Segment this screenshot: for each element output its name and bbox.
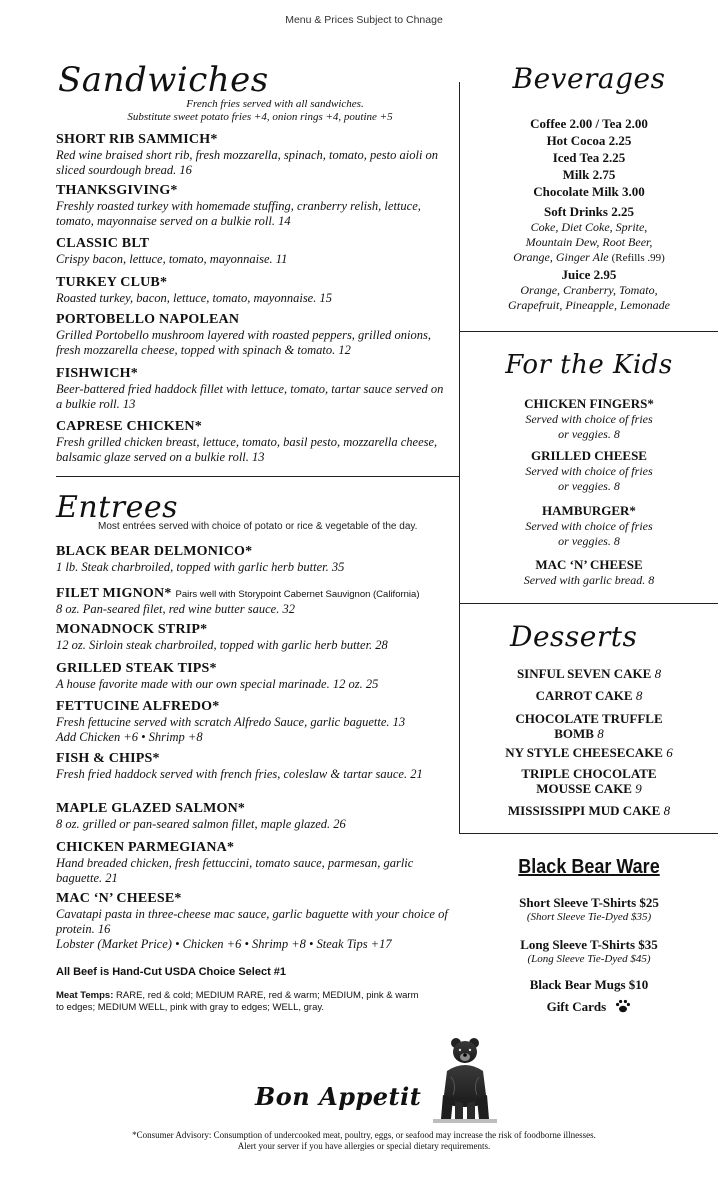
dessert-item: [462, 803, 716, 818]
ware-short-sleeve-sub: (Short Sleeve Tie-Dyed $35): [526, 911, 652, 923]
item-desc: Freshly roasted turkey with homemade stuffing, cranberry relish, lettuce, tomato, mayonnaise served on a bulkie roll. 14: [56, 199, 421, 228]
dessert-name: TRIPLE CHOCOLATE: [521, 766, 657, 781]
item-addons: Add Chicken +6 • Shrimp +8: [56, 730, 203, 744]
dessert-item: [462, 766, 716, 796]
soft-drinks-title: Soft Drinks 2.25: [544, 204, 634, 219]
wine-pairing-note: Pairs well with Storypoint Cabernet Sauvignon (California): [175, 589, 420, 600]
item-name: FISH & CHIPS*: [56, 751, 160, 766]
menu-item: [56, 544, 451, 575]
item-desc: Fresh fried haddock served with french fries, coleslaw & tartar sauce. 21: [56, 767, 423, 781]
menu-item: [56, 891, 451, 952]
section-divider-left: [56, 476, 460, 477]
item-name: TURKEY CLUB*: [56, 275, 168, 290]
item-desc: 1 lb. Steak charbroiled, topped with garlic herb butter. 35: [56, 560, 345, 574]
kids-item-name: MAC ‘N’ CHEESE: [535, 557, 643, 572]
dessert-name-line2: MOUSSE CAKE: [536, 781, 632, 796]
sandwiches-note-2: Substitute sweet potato fries +4, onion rings +4, poutine +5: [127, 111, 393, 123]
soft-drinks-desc: Coke, Diet Coke, Sprite,: [530, 220, 648, 234]
item-desc: 8 oz. grilled or pan-seared salmon fillet, maple glazed. 26: [56, 817, 346, 831]
soft-drinks-desc: Mountain Dew, Root Beer,: [525, 235, 653, 249]
kids-item-desc: Served with choice of fries: [525, 519, 653, 533]
ware-long-sleeve-sub: (Long Sleeve Tie-Dyed $45): [527, 953, 651, 965]
ware-gift-cards: Gift Cards: [546, 999, 607, 1014]
item-desc: Cavatapi pasta in three-cheese mac sauce, garlic baguette with your choice of protein. 16: [56, 907, 448, 936]
page-header: Menu & Prices Subject to Chnage: [285, 14, 443, 26]
beverages-list: [462, 115, 716, 200]
sandwiches-note-1: French fries served with all sandwiches.: [186, 98, 364, 110]
juice-title: Juice 2.95: [561, 267, 617, 282]
menu-item: [56, 622, 451, 653]
entrees-note: Most entrées served with choice of potato or rice & vegetable of the day.: [98, 521, 418, 532]
menu-item: [56, 312, 451, 358]
kids-item-name: GRILLED CHEESE: [531, 448, 647, 463]
item-desc: Red wine braised short rib, fresh mozzarella, spinach, tomato, pesto aioli on sliced sourdough bread. 16: [56, 148, 439, 177]
meat-temps-label: Meat Temps:: [56, 990, 114, 1001]
item-name: THANKSGIVING*: [56, 183, 178, 198]
menu-item: [56, 366, 451, 412]
advisory-line-1: *Consumer Advisory: Consumption of undercooked meat, poultry, eggs, or seafood may increase the risk of foodborne illnesses.: [132, 1130, 596, 1140]
item-desc: Beer-battered fried haddock fillet with lettuce, tomato, tartar sauce served on a bulkie roll. 13: [56, 382, 444, 411]
item-name: FILET MIGNON*: [56, 586, 172, 601]
item-desc: 8 oz. Pan-seared filet, red wine butter sauce. 32: [56, 602, 295, 616]
item-desc: Roasted turkey, bacon, lettuce, tomato, mayonnaise. 15: [56, 291, 332, 305]
item-addons: Lobster (Market Price) • Chicken +6 • Shrimp +8 • Steak Tips +17: [56, 937, 392, 951]
menu-item: [56, 275, 451, 306]
dessert-name: NY STYLE CHEESECAKE: [505, 745, 663, 760]
entrees-title: Entrees: [56, 490, 179, 525]
item-name: CAPRESE CHICKEN*: [56, 419, 202, 434]
advisory-line-2: Alert your server if you have allergies or special dietary requirements.: [237, 1141, 491, 1151]
kids-item-desc: Served with choice of fries: [525, 412, 653, 426]
beverage-line: Iced Tea 2.25: [552, 150, 626, 165]
kids-item-desc: Served with choice of fries: [525, 464, 653, 478]
dessert-price: 8: [597, 726, 604, 741]
item-name: SHORT RIB SAMMICH*: [56, 132, 218, 147]
item-desc: 12 oz. Sirloin steak charbroiled, topped with garlic herb butter. 28: [56, 638, 388, 652]
dessert-name-line2: BOMB: [554, 726, 594, 741]
bon-appetit: Bon Appetit: [255, 1082, 422, 1111]
dessert-price: 8: [654, 666, 662, 681]
menu-item: [56, 751, 451, 782]
menu-item: [56, 183, 451, 229]
menu-item: [56, 419, 451, 465]
beverage-line: Milk 2.75: [562, 167, 616, 182]
sandwiches-title: Sandwiches: [58, 60, 269, 100]
item-desc: Fresh grilled chicken breast, lettuce, tomato, basil pesto, mozzarella cheese, balsamic glaze served on a bulkie roll. 13: [56, 435, 438, 464]
item-name: CLASSIC BLT: [56, 236, 150, 251]
juice-desc: Orange, Cranberry, Tomato,: [520, 283, 658, 297]
dessert-item: [462, 688, 716, 703]
dessert-item: [462, 711, 716, 741]
kids-item: [462, 447, 716, 494]
dessert-item: [462, 666, 716, 681]
ware-short-sleeve: Short Sleeve T-Shirts $25: [519, 895, 659, 910]
kids-item-name: CHICKEN FINGERS*: [524, 396, 654, 411]
kids-item-desc: or veggies. 8: [558, 427, 620, 441]
beef-note: All Beef is Hand-Cut USDA Choice Select #1: [56, 966, 287, 978]
item-desc: A house favorite made with our own special marinade. 12 oz. 25: [56, 677, 379, 691]
dessert-item: [462, 745, 716, 760]
item-name: MAC ‘N’ CHEESE*: [56, 891, 182, 906]
meat-temps-text: RARE, red & cold; MEDIUM RARE, red & warm; MEDIUM, pink & warm to edges; MEDIUM WELL, pink with gray to edges; WELL, gray.: [56, 990, 419, 1013]
consumer-advisory: [0, 1130, 728, 1152]
item-desc: Fresh fettucine served with scratch Alfredo Sauce, garlic baguette. 13: [56, 715, 406, 729]
section-divider-right-2: [460, 603, 718, 604]
ware-list: [462, 895, 716, 1017]
beverage-line: Hot Cocoa 2.25: [546, 133, 632, 148]
kids-item-desc: Served with garlic bread. 8: [523, 573, 655, 587]
item-name: FISHWICH*: [56, 366, 138, 381]
section-divider-right-1: [460, 331, 718, 332]
bear-illustration: [433, 1035, 497, 1123]
dessert-name: CHOCOLATE TRUFFLE: [515, 711, 663, 726]
kids-title: For the Kids: [505, 350, 673, 380]
beverages-title: Beverages: [512, 62, 666, 95]
juice-desc: Grapefruit, Pineapple, Lemonade: [508, 298, 670, 312]
beverage-line: Chocolate Milk 3.00: [533, 184, 645, 199]
dessert-price: 8: [635, 688, 643, 703]
kids-item: [462, 395, 716, 442]
section-divider-right-3: [460, 833, 718, 834]
item-name: BLACK BEAR DELMONICO*: [56, 544, 253, 559]
menu-item: [56, 840, 451, 886]
menu-item: [56, 699, 451, 745]
column-divider: [459, 82, 460, 834]
ware-long-sleeve: Long Sleeve T-Shirts $35: [520, 937, 658, 952]
meat-temps: [56, 990, 426, 1014]
dessert-name: CARROT CAKE: [535, 688, 633, 703]
kids-item: [462, 502, 716, 549]
dessert-price: 9: [635, 781, 642, 796]
kids-item-desc: or veggies. 8: [558, 534, 620, 548]
desserts-title: Desserts: [510, 620, 638, 653]
ware-title-text: Black Bear Ware: [518, 856, 660, 878]
soft-drinks: [462, 203, 716, 266]
item-name: GRILLED STEAK TIPS*: [56, 661, 217, 676]
menu-item: [56, 132, 451, 178]
kids-item: [462, 556, 716, 588]
kids-item-name: HAMBURGER*: [542, 503, 636, 518]
item-name: PORTOBELLO NAPOLEAN: [56, 312, 240, 327]
kids-item-desc: or veggies. 8: [558, 479, 620, 493]
item-name: FETTUCINE ALFREDO*: [56, 699, 220, 714]
menu-item: [56, 661, 451, 692]
item-desc: Grilled Portobello mushroom layered with roasted peppers, grilled onions, fresh mozzarella cheese, topped with spinach & tomato. 12: [56, 328, 431, 357]
item-name: MONADNOCK STRIP*: [56, 622, 208, 637]
dessert-name: MISSISSIPPI MUD CAKE: [507, 803, 661, 818]
item-name: MAPLE GLAZED SALMON*: [56, 801, 246, 816]
item-desc: Crispy bacon, lettuce, tomato, mayonnaise. 11: [56, 252, 288, 266]
juice: [462, 266, 716, 313]
menu-item: [56, 236, 451, 267]
menu-item: [56, 584, 451, 617]
ware-mugs: Black Bear Mugs $10: [529, 977, 649, 992]
item-desc: Hand breaded chicken, fresh fettuccini, tomato sauce, parmesan, garlic baguette. 21: [56, 856, 414, 885]
paw-icon: [615, 999, 631, 1017]
menu-item: [56, 801, 451, 832]
dessert-price: 8: [663, 803, 671, 818]
ware-title: [462, 856, 716, 879]
refill-note: (Refills .99): [611, 252, 665, 264]
item-name: CHICKEN PARMEGIANA*: [56, 840, 235, 855]
soft-drinks-desc: Orange, Ginger Ale: [513, 250, 609, 264]
beverage-line: Coffee 2.00 / Tea 2.00: [530, 116, 648, 131]
dessert-name: SINFUL SEVEN CAKE: [516, 666, 652, 681]
dessert-price: 6: [666, 745, 673, 760]
